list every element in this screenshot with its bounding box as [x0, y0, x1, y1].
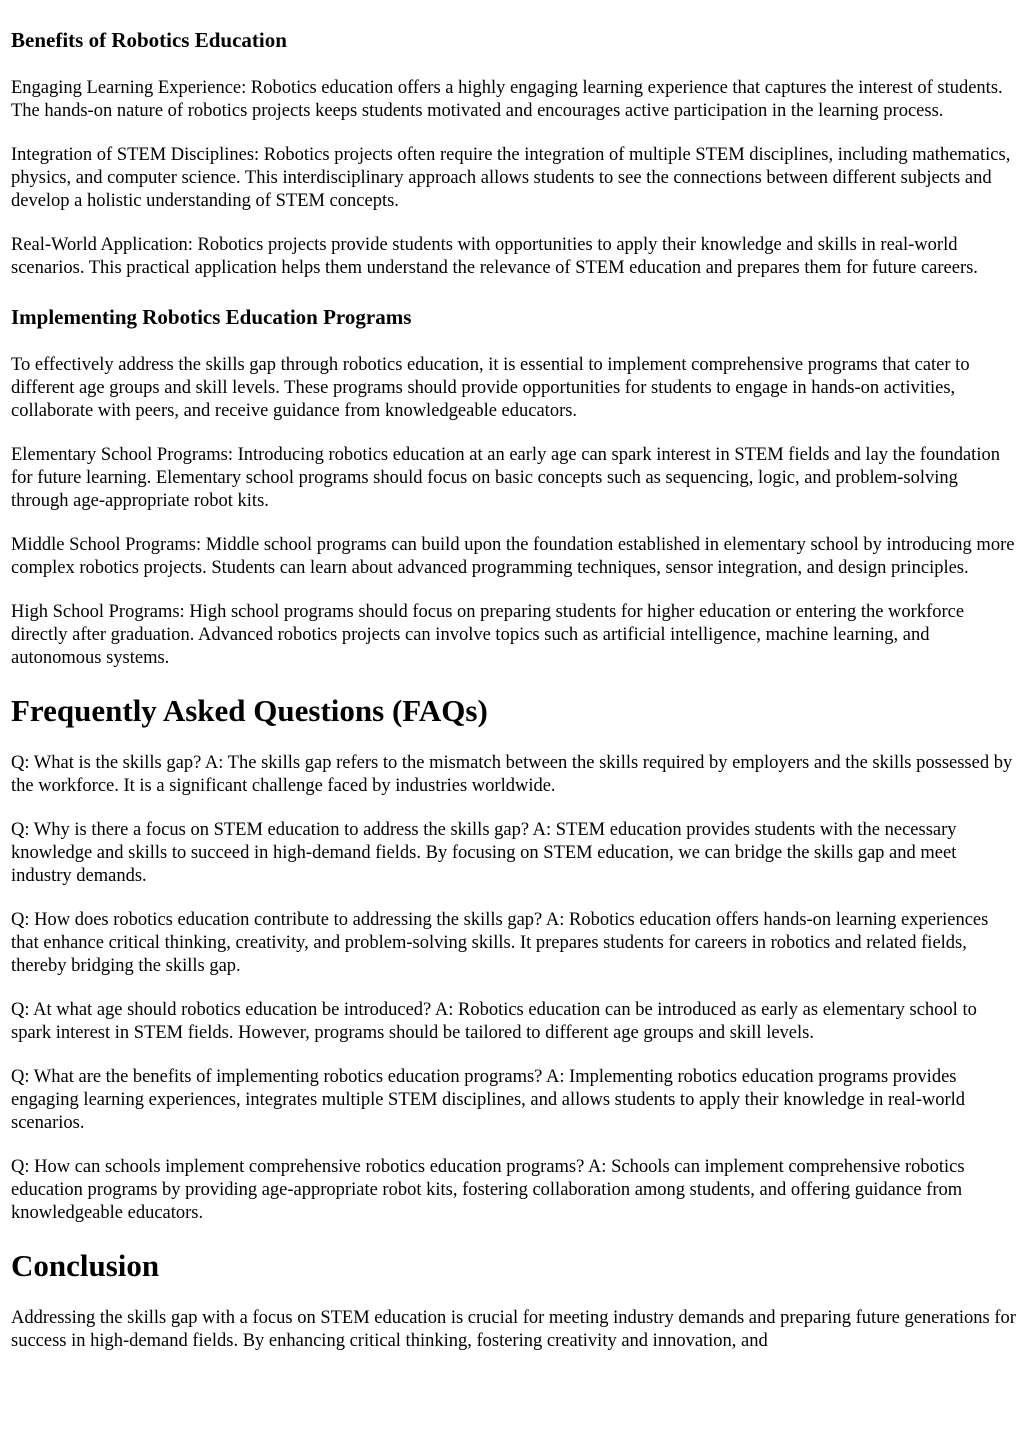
document-page	[11, 0, 1017, 1353]
heading-benefits-of-robotics-education: Benefits of Robotics Education	[11, 28, 287, 52]
faq-item: Q: How can schools implement comprehensive robotics education programs? A: Schools can implement comprehensive robotics education programs by providing age-appropriate robot kits, fostering collaboration among students, and offering guidance from knowledgeable educators.	[11, 1157, 965, 1223]
paragraph-integration-of-stem-disciplines: Integration of STEM Disciplines: Robotics projects often require the integration of multiple STEM disciplines, including mathematics, physics, and computer science. This interdisciplinary approach allows students to see the connections between different subjects and develop a holistic understanding of STEM concepts.	[11, 145, 1011, 211]
paragraph-implementing-intro: To effectively address the skills gap through robotics education, it is essential to implement comprehensive programs that cater to different age groups and skill levels. These programs should provide opportunities for students to engage in hands-on activities, collaborate with peers, and receive guidance from knowledgeable educators.	[11, 355, 970, 421]
heading-frequently-asked-questions: Frequently Asked Questions (FAQs)	[11, 693, 488, 728]
faq-item: Q: Why is there a focus on STEM education to address the skills gap? A: STEM education provides students with the necessary knowledge and skills to succeed in high-demand fields. By focusing on STEM education, we can bridge the skills gap and meet industry demands.	[11, 820, 957, 886]
heading-conclusion: Conclusion	[11, 1248, 160, 1283]
paragraph-high-school-programs: High School Programs: High school programs should focus on preparing students for higher education or entering the workforce directly after graduation. Advanced robotics projects can involve topics such as artificial intelligence, machine learning, and autonomous systems.	[11, 602, 965, 668]
paragraph-engaging-learning-experience: Engaging Learning Experience: Robotics education offers a highly engaging learning experience that captures the interest of students. The hands-on nature of robotics projects keeps students motivated and encourages active participation in the learning process.	[11, 78, 1003, 121]
paragraph-elementary-school-programs: Elementary School Programs: Introducing robotics education at an early age can spark interest in STEM fields and lay the foundation for future learning. Elementary school programs should focus on basic concepts such as sequencing, logic, and problem-solving through age-appropriate robot kits.	[11, 445, 1000, 511]
heading-implementing-robotics-education-programs: Implementing Robotics Education Programs	[11, 305, 412, 329]
faq-item: Q: At what age should robotics education be introduced? A: Robotics education can be introduced as early as elementary school to spark interest in STEM fields. However, programs should be tailored to different age groups and skill levels.	[11, 1000, 977, 1043]
paragraph-conclusion: Addressing the skills gap with a focus on STEM education is crucial for meeting industry demands and preparing future generations for success in high-demand fields. By enhancing critical thinking, fostering creativity and innovation, and	[11, 1308, 1016, 1351]
faq-item: Q: How does robotics education contribute to addressing the skills gap? A: Robotics education offers hands-on learning experiences that enhance critical thinking, creativity, and problem-solving skills. It prepares students for careers in robotics and related fields, thereby bridging the skills gap.	[11, 910, 989, 976]
paragraph-middle-school-programs: Middle School Programs: Middle school programs can build upon the foundation established in elementary school by introducing more complex robotics projects. Students can learn about advanced programming techniques, sensor integration, and design principles.	[11, 535, 1015, 578]
paragraph-real-world-application: Real-World Application: Robotics projects provide students with opportunities to apply their knowledge and skills in real-world scenarios. This practical application helps them understand the relevance of STEM education and prepares them for future careers.	[11, 235, 978, 278]
faq-item: Q: What are the benefits of implementing robotics education programs? A: Implementing robotics education programs provides engaging learning experiences, integrates multiple STEM disciplines, and allows students to apply their knowledge in real-world scenarios.	[11, 1067, 966, 1133]
faq-item: Q: What is the skills gap? A: The skills gap refers to the mismatch between the skills required by employers and the skills possessed by the workforce. It is a significant challenge faced by industries worldwide.	[11, 753, 1013, 796]
